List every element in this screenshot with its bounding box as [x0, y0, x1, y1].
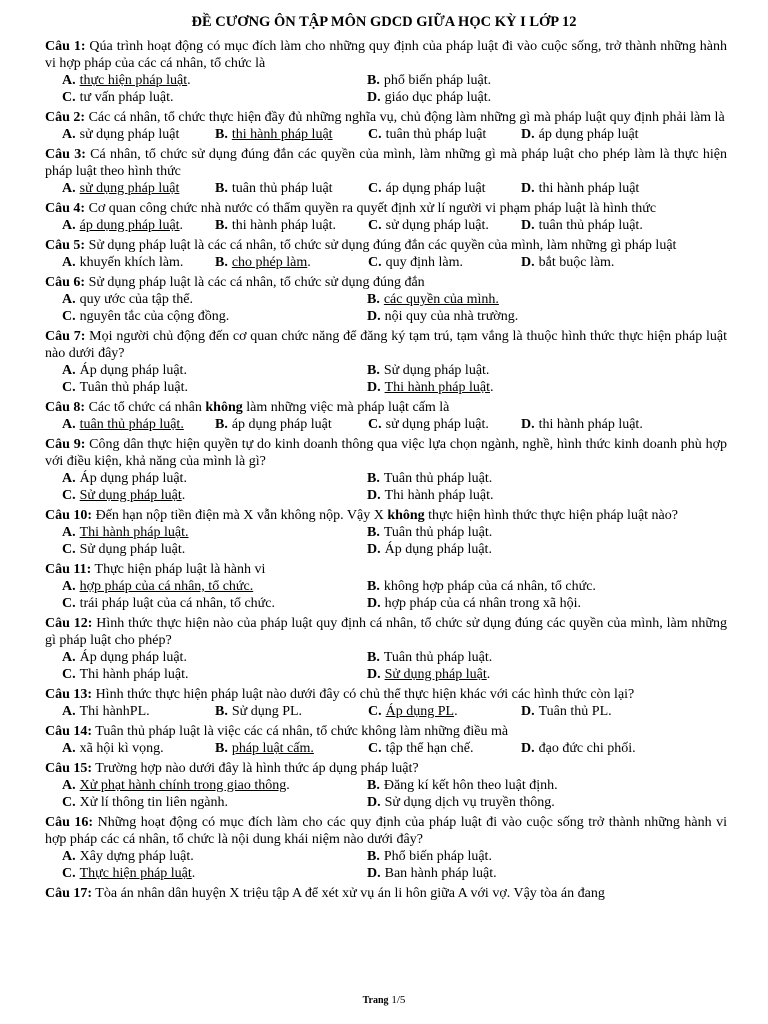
option-letter: D. — [367, 667, 381, 682]
correct-answer-text: sử dụng pháp luật — [79, 181, 180, 196]
option-text: khuyến khích làm. — [79, 255, 184, 270]
option-letter: C. — [368, 181, 382, 196]
answer-option — [215, 740, 368, 757]
option-text: Áp dụng pháp luật. — [79, 363, 187, 378]
question-stem — [45, 507, 727, 524]
option-text: sử dụng pháp luật. — [385, 417, 489, 432]
answer-option — [521, 703, 674, 720]
option-letter: D. — [521, 218, 535, 233]
question-text: Tòa án nhân dân huyện X triệu tập A để xét xử vụ án li hôn giữa A với vợ. Vậy tòa án đang — [92, 886, 605, 901]
option-text: Thi hành pháp luật. — [384, 488, 494, 503]
question-stem — [45, 38, 727, 72]
question-label: Câu 12: — [45, 616, 93, 631]
answer-option — [215, 254, 368, 271]
option-text: áp dụng pháp luật — [538, 127, 639, 142]
question-stem — [45, 274, 727, 291]
answer-option — [62, 666, 367, 683]
option-text: Xây dựng pháp luật. — [79, 849, 194, 864]
option-text: sử dụng pháp luật — [79, 127, 180, 142]
option-letter: B. — [367, 849, 380, 864]
question-stem — [45, 146, 727, 180]
option-text: quy ước của tập thể. — [79, 292, 193, 307]
correct-answer-text: Áp dụng PL — [385, 704, 455, 719]
answer-option — [367, 487, 672, 504]
question-text: Các cá nhân, tổ chức thực hiện đầy đủ những nghĩa vụ, chủ động làm những gì mà pháp luật quy định phải làm là — [85, 110, 725, 125]
option-text: Thi hành pháp luật. — [79, 667, 189, 682]
answer-option — [367, 848, 672, 865]
option-letter: A. — [62, 778, 76, 793]
question-stem — [45, 760, 727, 777]
page-word: Trang — [362, 995, 389, 1006]
answer-option — [367, 865, 672, 882]
option-letter: A. — [62, 218, 76, 233]
answer-option — [367, 524, 672, 541]
option-letter: D. — [521, 255, 535, 270]
option-letter: D. — [521, 741, 535, 756]
question-text: Hình thức thực hiện nào của pháp luật quy định cá nhân, tổ chức sử dụng đúng các quyền của mình, làm những gì pháp luật cho phép? — [45, 616, 728, 648]
question-stem — [45, 814, 727, 848]
question-label: Câu 2: — [45, 110, 86, 125]
option-text: Đăng kí kết hôn theo luật định. — [383, 778, 558, 793]
correct-answer-text: Sử dụng pháp luật — [384, 667, 487, 682]
question-list — [45, 38, 727, 905]
answer-option — [521, 217, 674, 234]
option-letter: C. — [368, 127, 382, 142]
answer-option — [367, 794, 672, 811]
answer-options — [45, 416, 727, 433]
option-letter: C. — [62, 380, 76, 395]
question-8 — [45, 399, 727, 433]
option-text: phổ biến pháp luật. — [383, 73, 492, 88]
option-text: tư vấn pháp luật. — [79, 90, 174, 105]
question-text: Đến hạn nộp tiền điện mà X vẫn không nộp. Vậy X — [92, 508, 388, 523]
question-text: Qúa trình hoạt động có mục đích làm cho những quy định của pháp luật đi vào cuộc sống, trở thành những hành vi hợp pháp của các cá nhân, tổ chức là — [45, 39, 727, 71]
answer-options — [45, 180, 727, 197]
option-text: sử dụng pháp luật. — [385, 218, 489, 233]
answer-options — [45, 126, 727, 143]
correct-answer-text: pháp luật cấm. — [231, 741, 314, 756]
answer-option — [368, 703, 521, 720]
answer-option — [368, 740, 521, 757]
correct-answer-text: hợp pháp của cá nhân, tổ chức. — [79, 579, 254, 594]
answer-option — [215, 703, 368, 720]
option-text: giáo dục pháp luật. — [384, 90, 492, 105]
answer-option — [367, 470, 672, 487]
option-suffix: . — [181, 488, 186, 503]
question-stem — [45, 686, 727, 703]
answer-option — [62, 217, 215, 234]
answer-option — [367, 72, 672, 89]
answer-options — [45, 217, 727, 234]
option-letter: B. — [367, 471, 380, 486]
question-text: thực hiện hình thức thực hiện pháp luật nào? — [424, 508, 678, 523]
answer-option — [521, 254, 674, 271]
question-14 — [45, 723, 727, 757]
question-stem — [45, 237, 727, 254]
answer-option — [62, 541, 367, 558]
question-stem — [45, 399, 727, 416]
option-letter: A. — [62, 73, 76, 88]
answer-option — [521, 180, 674, 197]
answer-option — [62, 254, 215, 271]
answer-option — [62, 308, 367, 325]
option-suffix: . — [191, 866, 196, 881]
answer-option — [521, 740, 674, 757]
option-text: Sử dụng pháp luật. — [79, 542, 186, 557]
option-text: Sử dụng dịch vụ truyền thông. — [384, 795, 555, 810]
answer-option — [215, 416, 368, 433]
option-letter: C. — [62, 866, 76, 881]
question-3 — [45, 146, 727, 197]
option-text: Áp dụng pháp luật. — [384, 542, 492, 557]
question-stem — [45, 885, 727, 902]
option-text: Sử dụng pháp luật. — [383, 363, 490, 378]
answer-options — [45, 524, 727, 558]
page-number: 1/5 — [391, 994, 406, 1006]
answer-option — [62, 740, 215, 757]
question-15 — [45, 760, 727, 811]
option-letter: A. — [62, 417, 76, 432]
option-letter: A. — [62, 704, 76, 719]
option-letter: C. — [368, 255, 382, 270]
answer-option — [215, 180, 368, 197]
option-letter: D. — [521, 127, 535, 142]
answer-option — [62, 180, 215, 197]
answer-option — [367, 362, 672, 379]
answer-option — [367, 578, 672, 595]
option-letter: B. — [215, 127, 228, 142]
correct-answer-text: Xử phạt hành chính trong giao thông — [79, 778, 287, 793]
question-11 — [45, 561, 727, 612]
option-letter: A. — [62, 525, 76, 540]
option-letter: B. — [367, 525, 380, 540]
question-stem — [45, 615, 727, 649]
question-text: Cơ quan công chức nhà nước có thẩm quyền ra quyết định xử lí người vi phạm pháp luật là hình thức — [85, 201, 657, 216]
question-text: Tuân thủ pháp luật là việc các cá nhân, tổ chức không làm những điều mà — [92, 724, 509, 739]
question-emphasis: không — [387, 508, 425, 523]
option-letter: B. — [367, 778, 380, 793]
option-text: Tuân thủ PL. — [538, 704, 612, 719]
question-label: Câu 15: — [45, 761, 93, 776]
option-letter: D. — [367, 866, 381, 881]
answer-option — [62, 487, 367, 504]
option-letter: A. — [62, 741, 76, 756]
answer-option — [62, 595, 367, 612]
option-text: tuân thủ pháp luật — [231, 181, 333, 196]
correct-answer-text: tuân thủ pháp luật. — [79, 417, 184, 432]
question-1 — [45, 38, 727, 106]
question-stem — [45, 200, 727, 217]
question-label: Câu 13: — [45, 687, 93, 702]
answer-option — [368, 180, 521, 197]
option-suffix: . — [486, 667, 491, 682]
correct-answer-text: cho phép làm — [231, 255, 308, 270]
option-suffix: . — [454, 704, 458, 719]
option-text: Tuân thủ pháp luật. — [383, 650, 493, 665]
question-label: Câu 7: — [45, 329, 86, 344]
question-text: Cá nhân, tổ chức sử dụng đúng đắn các quyền của mình, làm những gì mà pháp luật cho phép làm là thực hiện pháp luật theo hình thức — [45, 147, 727, 179]
answer-options — [45, 72, 727, 106]
option-suffix: . — [187, 73, 191, 88]
option-text: Ban hành pháp luật. — [384, 866, 497, 881]
option-letter: C. — [62, 488, 76, 503]
option-suffix: . — [179, 218, 184, 233]
answer-option — [62, 649, 367, 666]
question-text: Công dân thực hiện quyền tự do kinh doanh thông qua việc lựa chọn ngành, nghề, hình thức kinh doanh phù hợp với điều kiện, khả năng của mình là gì? — [45, 437, 728, 469]
option-letter: D. — [367, 380, 381, 395]
option-letter: A. — [62, 363, 76, 378]
option-text: Áp dụng pháp luật. — [79, 471, 187, 486]
answer-options — [45, 470, 727, 504]
option-letter: C. — [62, 90, 76, 105]
question-text: Sử dụng pháp luật là các cá nhân, tổ chức sử dụng đúng đắn các quyền của mình, làm những gì pháp luật — [85, 238, 677, 253]
option-letter: B. — [215, 704, 228, 719]
answer-option — [368, 217, 521, 234]
option-letter: C. — [62, 596, 76, 611]
question-label: Câu 6: — [45, 275, 86, 290]
option-letter: A. — [62, 650, 76, 665]
option-letter: D. — [521, 704, 535, 719]
question-stem — [45, 561, 727, 578]
question-7 — [45, 328, 727, 396]
option-letter: D. — [367, 795, 381, 810]
question-text: Hình thức thực hiện pháp luật nào dưới đây có chủ thể thực hiện khác với các hình thức còn lại? — [92, 687, 635, 702]
option-letter: C. — [368, 417, 382, 432]
option-letter: A. — [62, 579, 76, 594]
option-letter: C. — [368, 741, 382, 756]
answer-option — [62, 703, 215, 720]
correct-answer-text: Thi hành pháp luật — [384, 380, 490, 395]
question-emphasis: không — [205, 400, 243, 415]
option-text: tập thể hạn chế. — [385, 741, 474, 756]
option-letter: A. — [62, 255, 76, 270]
page-footer — [0, 992, 768, 1009]
question-10 — [45, 507, 727, 558]
option-text: thi hành pháp luật. — [231, 218, 337, 233]
question-label: Câu 16: — [45, 815, 94, 830]
option-letter: D. — [367, 542, 381, 557]
answer-option — [215, 217, 368, 234]
answer-option — [62, 578, 367, 595]
option-letter: C. — [62, 667, 76, 682]
option-suffix: . — [307, 255, 311, 270]
correct-answer-text: Thực hiện pháp luật — [79, 866, 192, 881]
option-letter: B. — [367, 292, 380, 307]
question-text: làm những việc mà pháp luật cấm là — [242, 400, 450, 415]
option-text: thi hành pháp luật — [538, 181, 640, 196]
question-text: Các tổ chức cá nhân — [85, 400, 206, 415]
question-label: Câu 1: — [45, 39, 86, 54]
option-text: Phổ biến pháp luật. — [383, 849, 492, 864]
option-letter: B. — [215, 417, 228, 432]
question-13 — [45, 686, 727, 720]
option-text: Áp dụng pháp luật. — [79, 650, 187, 665]
question-label: Câu 4: — [45, 201, 86, 216]
option-text: tuân thủ pháp luật. — [538, 218, 643, 233]
answer-options — [45, 362, 727, 396]
answer-option — [62, 524, 367, 541]
answer-option — [367, 541, 672, 558]
option-letter: A. — [62, 127, 76, 142]
question-label: Câu 10: — [45, 508, 93, 523]
option-letter: B. — [215, 741, 228, 756]
correct-answer-text: thực hiện pháp luật — [79, 73, 188, 88]
option-letter: A. — [62, 181, 76, 196]
option-text: nội quy của nhà trường. — [384, 309, 519, 324]
correct-answer-text: Thi hành pháp luật. — [79, 525, 189, 540]
option-text: trái pháp luật của cá nhân, tổ chức. — [79, 596, 275, 611]
correct-answer-text: áp dụng pháp luật — [79, 218, 180, 233]
answer-option — [62, 89, 367, 106]
option-letter: C. — [368, 218, 382, 233]
option-letter: C. — [62, 795, 76, 810]
option-letter: B. — [367, 650, 380, 665]
option-letter: D. — [367, 309, 381, 324]
answer-options — [45, 578, 727, 612]
option-letter: D. — [367, 488, 381, 503]
option-letter: D. — [367, 90, 381, 105]
option-letter: A. — [62, 471, 76, 486]
option-text: nguyên tắc của cộng đồng. — [79, 309, 230, 324]
question-text: Mọi người chủ động đến cơ quan chức năng để đăng ký tạm trú, tạm vắng là thuộc hình thức thực hiện pháp luật nào dưới đây? — [45, 329, 727, 361]
question-5 — [45, 237, 727, 271]
question-label: Câu 11: — [45, 562, 92, 577]
answer-option — [62, 362, 367, 379]
option-letter: B. — [215, 255, 228, 270]
answer-option — [62, 126, 215, 143]
option-letter: B. — [215, 181, 228, 196]
answer-option — [62, 848, 367, 865]
option-text: áp dụng pháp luật — [385, 181, 486, 196]
answer-option — [368, 254, 521, 271]
answer-option — [368, 126, 521, 143]
question-label: Câu 8: — [45, 400, 86, 415]
option-suffix: . — [286, 778, 290, 793]
answer-option — [521, 416, 674, 433]
question-label: Câu 14: — [45, 724, 93, 739]
question-text: Sử dụng pháp luật là các cá nhân, tổ chức sử dụng đúng đắn — [85, 275, 425, 290]
answer-option — [62, 291, 367, 308]
question-label: Câu 5: — [45, 238, 86, 253]
question-4 — [45, 200, 727, 234]
option-text: Tuân thủ pháp luật. — [383, 525, 493, 540]
question-17 — [45, 885, 727, 902]
answer-option — [367, 291, 672, 308]
option-text: hợp pháp của cá nhân trong xã hội. — [384, 596, 581, 611]
option-text: đạo đức chi phối. — [538, 741, 636, 756]
correct-answer-text: các quyền của mình. — [383, 292, 499, 307]
option-text: Xử lí thông tin liên ngành. — [79, 795, 228, 810]
answer-option — [367, 666, 672, 683]
question-text: Trường hợp nào dưới đây là hình thức áp dụng pháp luật? — [92, 761, 419, 776]
answer-options — [45, 649, 727, 683]
option-letter: B. — [215, 218, 228, 233]
option-letter: C. — [368, 704, 382, 719]
answer-option — [367, 595, 672, 612]
correct-answer-text: Sử dụng pháp luật — [79, 488, 182, 503]
question-stem — [45, 436, 727, 470]
question-label: Câu 9: — [45, 437, 86, 452]
answer-option — [62, 72, 367, 89]
option-letter: A. — [62, 292, 76, 307]
answer-option — [62, 416, 215, 433]
question-label: Câu 3: — [45, 147, 86, 162]
option-letter: D. — [367, 596, 381, 611]
option-text: Tuân thủ pháp luật. — [79, 380, 188, 395]
answer-option — [521, 126, 674, 143]
option-text: áp dụng pháp luật — [231, 417, 332, 432]
answer-option — [62, 777, 367, 794]
option-text: tuân thủ pháp luật — [385, 127, 487, 142]
option-letter: C. — [62, 542, 76, 557]
option-letter: D. — [521, 417, 535, 432]
answer-options — [45, 848, 727, 882]
option-letter: D. — [521, 181, 535, 196]
answer-option — [367, 649, 672, 666]
question-stem — [45, 723, 727, 740]
option-suffix: . — [490, 380, 494, 395]
question-16 — [45, 814, 727, 882]
question-text: Thực hiện pháp luật là hành vi — [91, 562, 266, 577]
question-12 — [45, 615, 727, 683]
option-text: xã hội kì vọng. — [79, 741, 164, 756]
option-text: Tuân thủ pháp luật. — [383, 471, 493, 486]
question-stem — [45, 328, 727, 362]
answer-option — [367, 379, 672, 396]
option-letter: C. — [62, 309, 76, 324]
answer-options — [45, 291, 727, 325]
answer-option — [367, 777, 672, 794]
question-2 — [45, 109, 727, 143]
answer-option — [215, 126, 368, 143]
answer-option — [367, 89, 672, 106]
option-letter: B. — [367, 363, 380, 378]
option-text: bắt buộc làm. — [538, 255, 615, 270]
option-text: quy định làm. — [385, 255, 464, 270]
option-text: Thi hànhPL. — [79, 704, 150, 719]
question-text: Những hoạt động có mục đích làm cho các quy định của pháp luật đi vào cuộc sống trở thành những hành vi hợp pháp các cá nhân, tổ chức là nội dung khái niệm nào dưới đây? — [45, 815, 728, 847]
option-letter: B. — [367, 73, 380, 88]
option-letter: A. — [62, 849, 76, 864]
answer-option — [62, 794, 367, 811]
option-text: Sử dụng PL. — [231, 704, 303, 719]
option-letter: B. — [367, 579, 380, 594]
answer-option — [367, 308, 672, 325]
answer-options — [45, 703, 727, 720]
question-stem — [45, 109, 727, 126]
question-label: Câu 17: — [45, 886, 93, 901]
option-text: không hợp pháp của cá nhân, tổ chức. — [383, 579, 596, 594]
answer-options — [45, 740, 727, 757]
answer-options — [45, 777, 727, 811]
answer-option — [368, 416, 521, 433]
question-6 — [45, 274, 727, 325]
answer-option — [62, 865, 367, 882]
page-title: ĐỀ CƯƠNG ÔN TẬP MÔN GDCD GIỮA HỌC KỲ I LỚP 12 — [191, 14, 577, 30]
correct-answer-text: thi hành pháp luật — [231, 127, 333, 142]
answer-option — [62, 470, 367, 487]
answer-options — [45, 254, 727, 271]
question-9 — [45, 436, 727, 504]
option-text: thi hành pháp luật. — [538, 417, 643, 432]
answer-option — [62, 379, 367, 396]
